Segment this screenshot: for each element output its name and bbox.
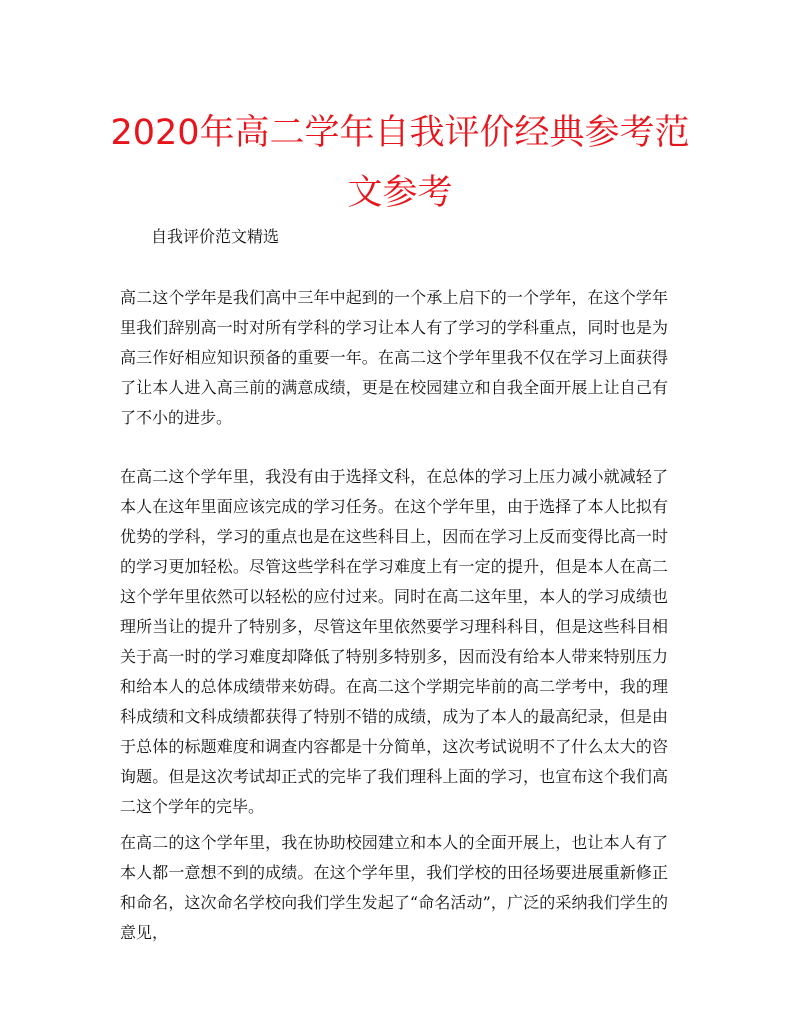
paragraph-3: 在高二的这个学年里，我在协助校园建立和本人的全面开展上，也让本人有了本人都一意想不到的成绩。在这个学年里，我们学校的田径场要进展重新修正和命名，这次命名学校向我们学生发起了“命名活动”，广泛的采纳我们学生的意见， bbox=[120, 833, 668, 942]
document-title: 2020年高二学年自我评价经典参考范文参考 bbox=[110, 113, 690, 213]
paragraph-2: 在高二这个学年里，我没有由于选择文科，在总体的学习上压力减小就减轻了本人在这年里面应该完成的学习任务。在这个学年里，由于选择了本人比拟有优势的学科，学习的重点也是在这些科目上，因而在学习上反而变得比高一时的学习更加轻松。尽管这些学科在学习难度上有一定的提升，但是本人在高二这个学年里依然可以轻松的应付过来。同时在高二这年里，本人的学习成绩也理所当让的提升了特别多，尽管这年里依然要学习理科科目，但是这些科目相关于高一时的学习难度却降低了特别多特别多，因而没有给本人带来特别压力和给本人的总体成绩带来妨碍。在高二这个学期完毕前的高二学考中，我的理科成绩和文科成绩都获得了特别不错的成绩，成为了本人的最高纪录，但是由于总体的标题难度和调查内容都是十分简单，这次考试说明不了什么太大的咨询题。但是这次考试却正式的完毕了我们理科上面的学习，也宣布这个我们高二这个学年的完毕。 bbox=[120, 467, 668, 816]
paragraph-1: 高二这个学年是我们高中三年中起到的一个承上启下的一个学年，在这个学年里我们辞别高一时对所有学科的学习让本人有了学习的学科重点，同时也是为高三作好相应知识预备的重要一年。在高二这个学年里我不仅在学习上面获得了让本人进入高三前的满意成绩，更是在校园建立和自我全面开展上让自己有了不小的进步。 bbox=[120, 288, 668, 427]
document-subtitle: 自我评价范文精选 bbox=[151, 227, 280, 246]
